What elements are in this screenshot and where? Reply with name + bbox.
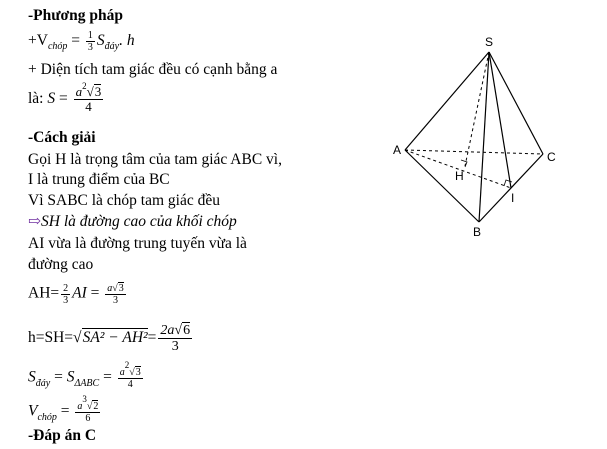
solution-heading: -Cách giải <box>28 129 96 146</box>
point-label-i: I <box>511 191 515 205</box>
vertex-label-s: S <box>485 35 494 49</box>
volume-tail: . h <box>119 32 135 50</box>
v-num-a: a <box>77 401 83 412</box>
h-formula <box>28 322 194 355</box>
v-num-exp: 3 <box>82 394 87 404</box>
ah-res-num-root: 3 <box>118 283 124 294</box>
solution-line3: Vì SABC là chóp tam giác đều <box>28 192 220 209</box>
sday-num-a: a <box>119 367 125 378</box>
pyramid-diagram <box>385 30 575 245</box>
h-res-num-root: 6 <box>183 323 191 338</box>
volume-s-sub: đáy <box>104 41 120 53</box>
h-res-num-a: 2a <box>160 323 175 338</box>
volume-eq: = <box>71 32 81 50</box>
sqrt-symbol: √ <box>86 84 94 99</box>
solution-line4-text: SH là đường cao của khối chóp <box>41 213 237 230</box>
v-num-root: 2 <box>93 401 99 412</box>
h-res-den: 3 <box>171 339 179 355</box>
h-prefix: h=SH= <box>28 328 74 346</box>
area-frac-den: 4 <box>85 99 92 115</box>
vertex-label-b: B <box>473 225 482 239</box>
volume-prefix: +V <box>28 32 48 50</box>
sday-eq2: = <box>103 368 112 386</box>
vertex-label-a: A <box>393 143 402 157</box>
volume-frac-num: 1 <box>87 30 93 41</box>
ah-res-den: 3 <box>113 295 119 306</box>
sqrt-symbol: √ <box>86 401 93 412</box>
area-prefix: là: <box>28 89 44 107</box>
ah-result-fraction <box>105 282 126 306</box>
ah-res-num <box>105 282 126 295</box>
sday-num <box>118 360 143 379</box>
solution-line6: đường cao <box>28 256 94 273</box>
h-result-fraction <box>158 322 192 355</box>
volume-fraction <box>86 30 95 53</box>
area-num-a: a <box>75 84 83 99</box>
area-num-exp: 2 <box>82 81 87 91</box>
area-formula <box>28 81 105 115</box>
v-eq: = <box>60 402 70 420</box>
sday-s2: S <box>66 368 75 386</box>
sday-eq: = <box>54 368 63 386</box>
sqrt-symbol: √ <box>174 323 183 338</box>
ah-eq: = <box>90 284 100 302</box>
v-fraction <box>75 394 100 424</box>
ah-prefix: AH= <box>28 284 60 302</box>
area-eq: = <box>59 89 68 107</box>
sday-s: S <box>28 368 36 386</box>
point-label-h: H <box>455 169 464 183</box>
volume-formula <box>28 30 135 53</box>
sqrt-symbol: √ <box>73 328 82 346</box>
sqrt-symbol: √ <box>129 367 135 378</box>
edge-ac-hidden <box>405 150 543 154</box>
area-s: S <box>47 89 56 107</box>
sday-num-exp: 2 <box>124 360 130 370</box>
area-frac-num <box>74 81 104 100</box>
ah-fraction <box>61 283 70 306</box>
right-angle-h <box>461 160 467 167</box>
ah-ai: AI <box>72 284 87 302</box>
solution-line4 <box>28 212 237 232</box>
v-formula <box>28 394 102 424</box>
sday-sub2: ΔABC <box>74 377 100 389</box>
method-heading: -Phương pháp <box>28 7 123 24</box>
v-sub: chóp <box>37 411 57 423</box>
v-num <box>75 394 100 413</box>
area-text: + Diện tích tam giác đều có cạnh bằng a <box>28 61 278 78</box>
ah-frac-num: 2 <box>63 282 69 294</box>
solution-line5: AI vừa là đường trung tuyến vừa là <box>28 235 247 252</box>
solution-line1: Gọi H là trọng tâm của tam giác ABC vì, <box>28 151 282 168</box>
answer: -Đáp án C <box>28 427 97 444</box>
area-num-root: 3 <box>94 84 102 99</box>
h-eq: = <box>147 328 157 346</box>
ah-frac-den: 3 <box>63 294 69 306</box>
ah-res-num-a: a <box>107 283 113 294</box>
ah-formula <box>28 282 128 306</box>
v-den: 6 <box>85 413 91 424</box>
sday-fraction <box>118 360 143 390</box>
vertex-label-c: C <box>547 150 556 164</box>
sqrt-symbol: √ <box>112 283 118 294</box>
h-res-num <box>158 322 192 339</box>
h-root-content: SA² − AH² <box>82 328 148 346</box>
sday-formula <box>28 360 145 390</box>
edge-sa <box>405 52 489 150</box>
sday-num-root: 3 <box>135 367 141 378</box>
area-fraction <box>74 81 104 115</box>
sday-den: 4 <box>127 379 133 390</box>
v-v: V <box>28 402 38 420</box>
volume-frac-den: 3 <box>87 42 93 53</box>
volume-sub: chóp <box>47 41 68 53</box>
solution-line2: I là trung điểm của BC <box>28 171 170 188</box>
edge-ab <box>405 150 479 222</box>
volume-s: S <box>96 32 105 50</box>
implies-arrow: ⇨ <box>28 213 41 230</box>
sday-sub: đáy <box>35 377 51 389</box>
